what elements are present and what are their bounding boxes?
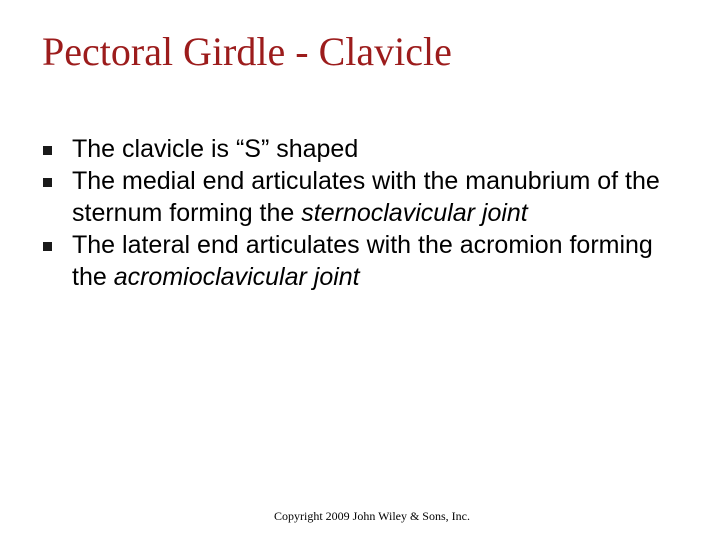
bullet-italic-term: sternoclavicular joint xyxy=(301,199,528,227)
copyright-footer xyxy=(0,508,720,524)
copyright-text: Copyright 2009 John Wiley & Sons, Inc. xyxy=(274,509,470,523)
bullet-text: The medial end articulates with the manubrium of the sternum forming the xyxy=(72,167,660,227)
bullet-text: The lateral end articulates with the acromion forming the xyxy=(72,231,653,291)
bullet-item-2 xyxy=(42,165,682,229)
bullet-list xyxy=(42,133,682,293)
square-bullet-icon xyxy=(43,242,52,251)
slide-title: Pectoral Girdle - Clavicle xyxy=(42,29,452,74)
bullet-item-1 xyxy=(42,133,682,165)
bullet-text: The clavicle is “S” shaped xyxy=(72,135,359,163)
square-bullet-icon xyxy=(43,178,52,187)
bullet-item-3 xyxy=(42,229,682,293)
square-bullet-icon xyxy=(43,146,52,155)
bullet-italic-term: acromioclavicular joint xyxy=(113,263,360,291)
